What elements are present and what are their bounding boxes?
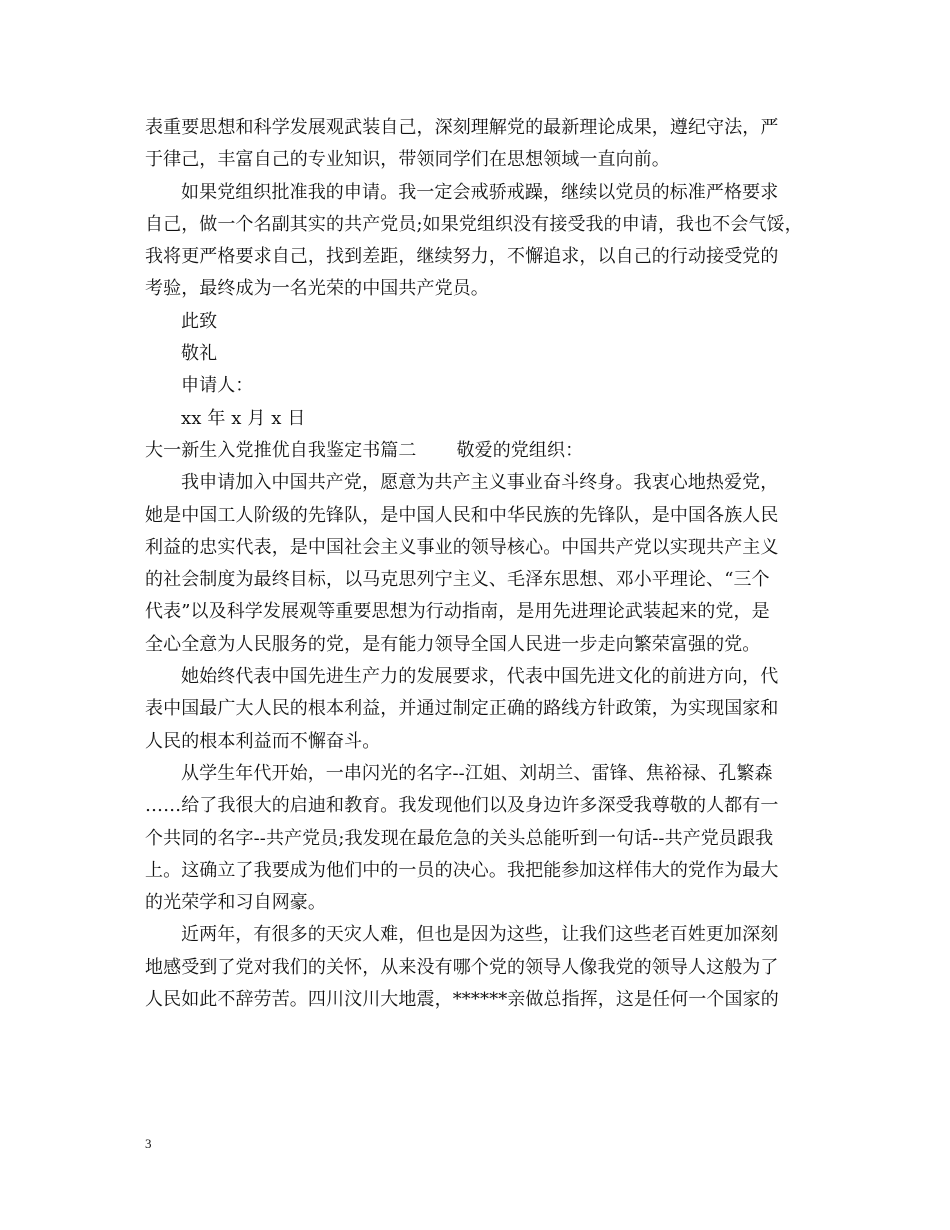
section-title: 大一新生入党推优自我鉴定书篇二 xyxy=(145,439,417,461)
text-line: ……给了我很大的启迪和教育。我发现他们以及身边许多深受我尊敬的人都有一 xyxy=(145,795,779,817)
paragraph-4 xyxy=(145,661,811,758)
document-body xyxy=(145,112,811,1016)
text-line: 的光荣学和习自网豪。 xyxy=(145,892,326,914)
text-line: 全心全意为人民服务的党，是有能力领导全国人民进一步走向繁荣富强的党。 xyxy=(145,633,761,655)
text-line: 于律己，丰富自己的专业知识，带领同学们在思想领域一直向前。 xyxy=(145,149,670,171)
text-line: 人民如此不辞劳苦。四川汶川大地震，******亲做总指挥，这是任何一个国家的 xyxy=(145,989,779,1011)
paragraph-2 xyxy=(145,177,811,306)
text-line: 自己，做一个名副其实的共产党员;如果党组织没有接受我的申请，我也不会气馁， xyxy=(145,213,803,235)
text-line: 人民的根本利益而不懈奋斗。 xyxy=(145,730,381,752)
salutation-line: 敬礼 xyxy=(181,343,218,365)
text-line: 的社会制度为最终目标，以马克思列宁主义、毛泽东思想、邓小平理论、“三个 xyxy=(145,569,770,591)
text-line: 近两年，有很多的天灾人难，但也是因为这些，让我们这些老百姓更加深刻 xyxy=(181,924,779,946)
text-line: 个共同的名字--共产党员;我发现在最危急的关头总能听到一句话--共产党员跟我 xyxy=(145,827,774,849)
date-line: xx 年 x 月 x 日 xyxy=(181,407,306,429)
text-line: 利益的忠实代表，是中国社会主义事业的领导核心。中国共产党以实现共产主义 xyxy=(145,536,779,558)
text-line: 我将更严格要求自己，找到差距，继续努力，不懈追求，以自己的行动接受党的 xyxy=(145,246,779,268)
paragraph-6 xyxy=(145,919,811,1016)
text-line: 她是中国工人阶级的先锋队，是中国人民和中华民族的先锋队，是中国各族人民 xyxy=(145,504,779,526)
applicant-label: 申请人： xyxy=(181,375,254,397)
page-number: 3 xyxy=(145,1136,152,1151)
paragraph-1 xyxy=(145,112,811,177)
text-line: 表重要思想和科学发展观武装自己，深刻理解党的最新理论成果，遵纪守法，严 xyxy=(145,117,779,138)
paragraph-3 xyxy=(145,467,811,661)
text-line: 表中国最广大人民的根本利益，并通过制定正确的路线方针政策，为实现国家和 xyxy=(145,698,779,720)
text-line: 她始终代表中国先进生产力的发展要求，代表中国先进文化的前进方向，代 xyxy=(181,666,779,688)
text-line: 上。这确立了我要成为他们中的一员的决心。我把能参加这样伟大的党作为最大 xyxy=(145,859,779,881)
section-title-row xyxy=(145,435,811,467)
text-line: 地感受到了党对我们的关怀，从来没有哪个党的领导人像我党的领导人这般为了 xyxy=(145,956,779,978)
greeting: 敬爱的党组织： xyxy=(456,439,584,461)
text-line: 从学生年代开始，一串闪光的名字--江姐、刘胡兰、雷锋、焦裕禄、孔繁森 xyxy=(181,762,773,784)
paragraph-5 xyxy=(145,758,811,919)
closing-block xyxy=(145,306,811,435)
text-line: 我申请加入中国共产党，愿意为共产主义事业奋斗终身。我衷心地热爱党， xyxy=(181,472,779,494)
text-line: 代表”以及科学发展观等重要思想为行动指南，是用先进理论武装起来的党，是 xyxy=(145,601,770,623)
text-line: 考验，最终成为一名光荣的中国共产党员。 xyxy=(145,278,489,300)
salutation-line: 此致 xyxy=(181,310,218,332)
text-line: 如果党组织批准我的申请。我一定会戒骄戒躁，继续以党员的标准严格要求 xyxy=(181,181,779,203)
